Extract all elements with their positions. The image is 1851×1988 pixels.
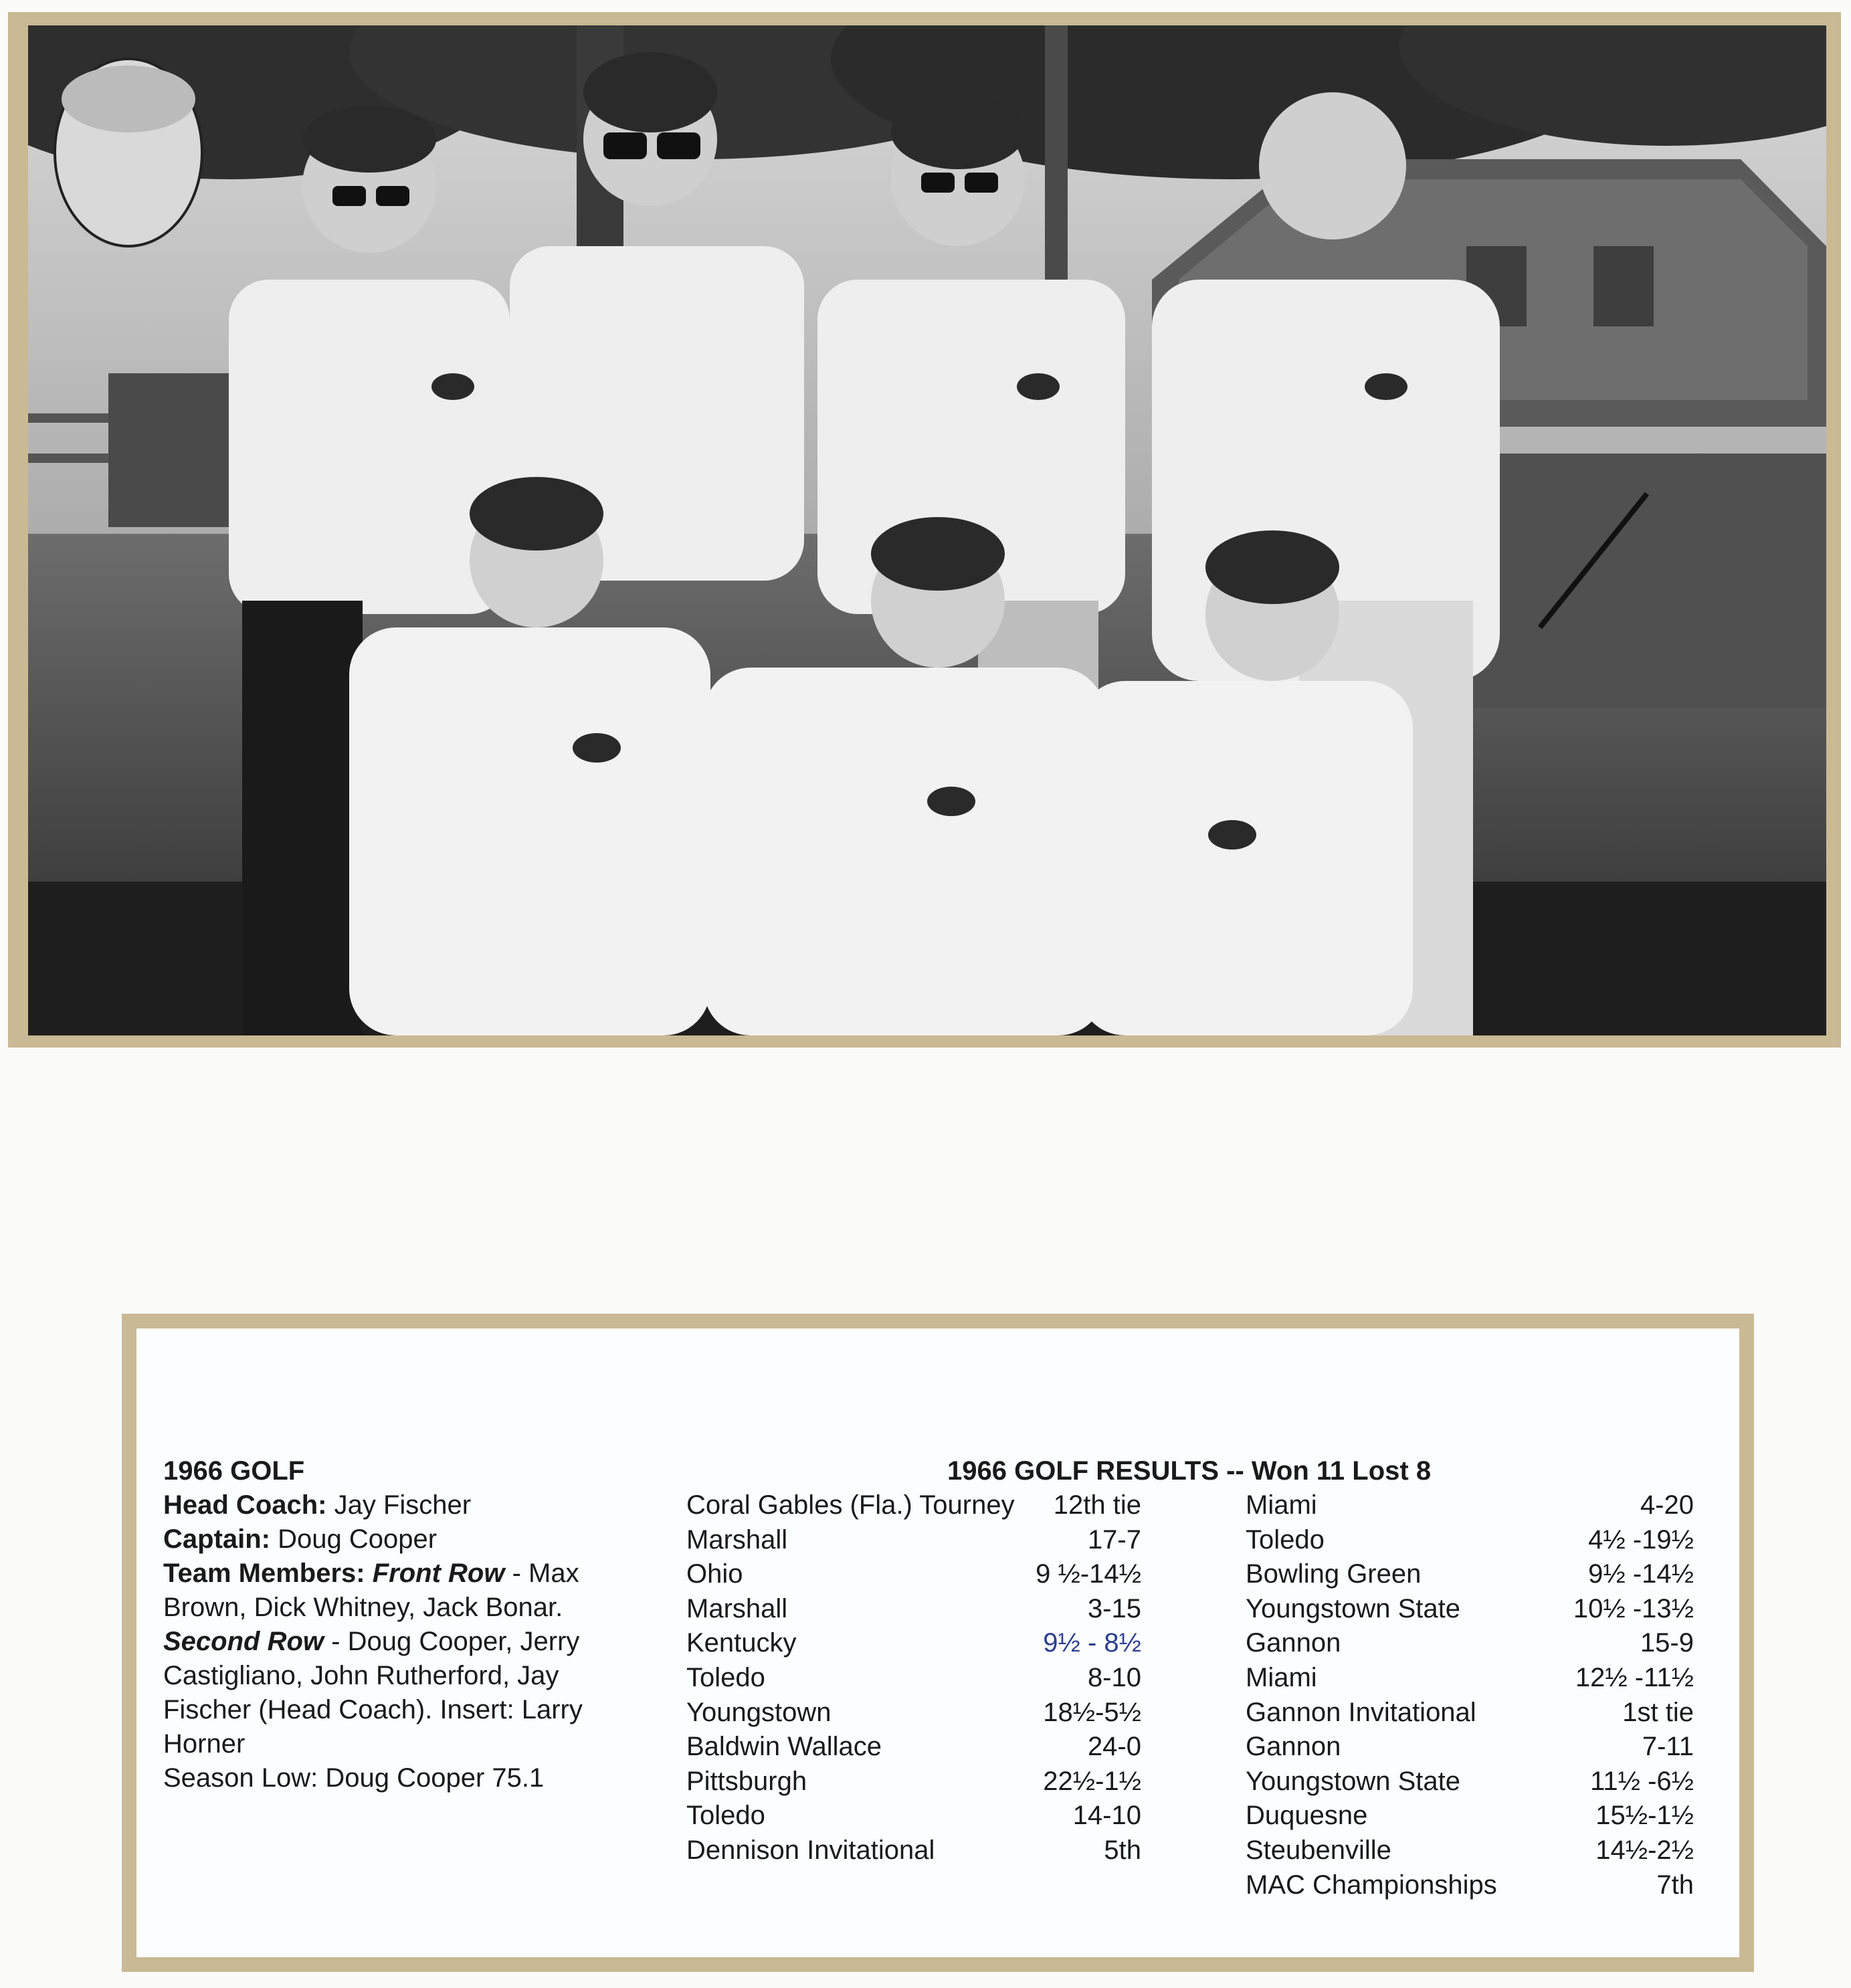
second-row-label: Second Row (163, 1627, 324, 1656)
result-row (686, 1488, 1141, 1523)
result-row (686, 1661, 1141, 1696)
result-score: 5th (1104, 1835, 1141, 1865)
result-row (1246, 1626, 1694, 1661)
result-row (686, 1730, 1141, 1765)
team-photo (28, 25, 1826, 1035)
results-column-2 (1246, 1488, 1694, 1902)
result-score: 14-10 (1072, 1801, 1141, 1831)
result-opponent: Youngstown (686, 1697, 832, 1727)
result-row (686, 1626, 1141, 1661)
result-score: 1st tie (1622, 1697, 1694, 1727)
result-row (1246, 1488, 1694, 1523)
results-column-1 (686, 1488, 1141, 1868)
captain-value: Doug Cooper (270, 1524, 437, 1554)
result-row (1246, 1661, 1694, 1696)
result-score: 15-9 (1640, 1628, 1694, 1658)
result-row (1246, 1523, 1694, 1558)
result-score: 15½-1½ (1595, 1801, 1694, 1831)
season-low: Season Low: Doug Cooper 75.1 (163, 1763, 545, 1793)
result-row (686, 1523, 1141, 1558)
result-score: 18½-5½ (1043, 1697, 1141, 1727)
result-opponent: Toledo (686, 1662, 765, 1692)
result-row (686, 1799, 1141, 1833)
result-opponent: Marshall (686, 1524, 788, 1555)
result-score: 4-20 (1640, 1490, 1694, 1520)
result-score: 7th (1656, 1870, 1694, 1900)
result-score: 14½-2½ (1595, 1835, 1694, 1865)
result-row (1246, 1868, 1694, 1903)
result-score: 9½ -14½ (1588, 1559, 1694, 1589)
result-score: 10½ -13½ (1573, 1593, 1694, 1623)
result-row (1246, 1833, 1694, 1868)
result-opponent: Kentucky (686, 1628, 797, 1658)
result-opponent: Miami (1246, 1662, 1317, 1692)
result-score: 17-7 (1087, 1524, 1141, 1555)
result-opponent: Miami (1246, 1490, 1317, 1520)
result-opponent: Duquesne (1246, 1801, 1368, 1831)
result-score: 4½ -19½ (1588, 1524, 1694, 1555)
photo-mount (8, 12, 1841, 1048)
result-opponent: Dennison Invitational (686, 1835, 935, 1865)
result-opponent: Steubenville (1246, 1835, 1391, 1865)
result-opponent: Youngstown State (1246, 1766, 1460, 1796)
caption-card (136, 1328, 1739, 1957)
results-title: 1966 GOLF RESULTS -- Won 11 Lost 8 (947, 1456, 1432, 1486)
result-row (1246, 1765, 1694, 1799)
result-opponent: Gannon (1246, 1732, 1341, 1762)
result-opponent: Toledo (686, 1801, 765, 1831)
result-score: 9 ½-14½ (1036, 1559, 1141, 1589)
result-score: 12½ -11½ (1575, 1662, 1694, 1692)
result-row (686, 1833, 1141, 1868)
result-score: 7-11 (1642, 1732, 1694, 1762)
head-coach-label: Head Coach: (163, 1490, 327, 1520)
result-opponent: Pittsburgh (686, 1766, 807, 1796)
result-opponent: Toledo (1246, 1524, 1325, 1555)
team-info (163, 1454, 631, 1795)
caption-title: 1966 GOLF (163, 1456, 305, 1486)
front-row-value: - Max Brown, Dick Whitney, Jack Bonar. (163, 1559, 579, 1622)
caption-card-mount (122, 1314, 1754, 1972)
result-score: 8-10 (1087, 1662, 1141, 1692)
result-opponent: Youngstown State (1246, 1593, 1460, 1623)
result-opponent: Marshall (686, 1593, 788, 1623)
result-opponent: Gannon Invitational (1246, 1697, 1476, 1727)
result-opponent: Ohio (686, 1559, 743, 1589)
result-score: 22½-1½ (1043, 1766, 1141, 1796)
result-row (686, 1696, 1141, 1730)
captain-label: Captain: (163, 1524, 270, 1554)
result-row (1246, 1799, 1694, 1833)
second-row-value: - Doug Cooper, Jerry Castigliano, John Rutherford, Jay Fischer (Head Coach). Insert: Larry Horner (163, 1627, 583, 1759)
result-row (686, 1557, 1141, 1592)
result-row (1246, 1557, 1694, 1592)
result-score: 24-0 (1087, 1732, 1141, 1762)
result-row (1246, 1696, 1694, 1730)
result-opponent: Baldwin Wallace (686, 1732, 882, 1762)
result-opponent: Bowling Green (1246, 1559, 1422, 1589)
result-row (686, 1592, 1141, 1627)
captain-line (163, 1522, 631, 1557)
team-photo-illustration (28, 25, 1826, 1035)
result-opponent: Coral Gables (Fla.) Tourney (686, 1490, 1015, 1520)
result-opponent: MAC Championships (1246, 1870, 1497, 1900)
result-row (1246, 1592, 1694, 1627)
result-score: 3-15 (1087, 1593, 1141, 1623)
team-members-label: Team Members: (163, 1559, 365, 1588)
result-opponent: Gannon (1246, 1628, 1341, 1658)
head-coach-line (163, 1488, 631, 1522)
front-row-label: Front Row (372, 1559, 505, 1588)
result-score: 12th tie (1053, 1490, 1141, 1520)
team-members-line (163, 1557, 631, 1761)
result-row (686, 1765, 1141, 1799)
result-score: 9½ - 8½ (1043, 1628, 1141, 1658)
head-coach-value: Jay Fischer (326, 1490, 472, 1520)
result-score: 11½ -6½ (1590, 1766, 1694, 1796)
result-row (1246, 1730, 1694, 1765)
